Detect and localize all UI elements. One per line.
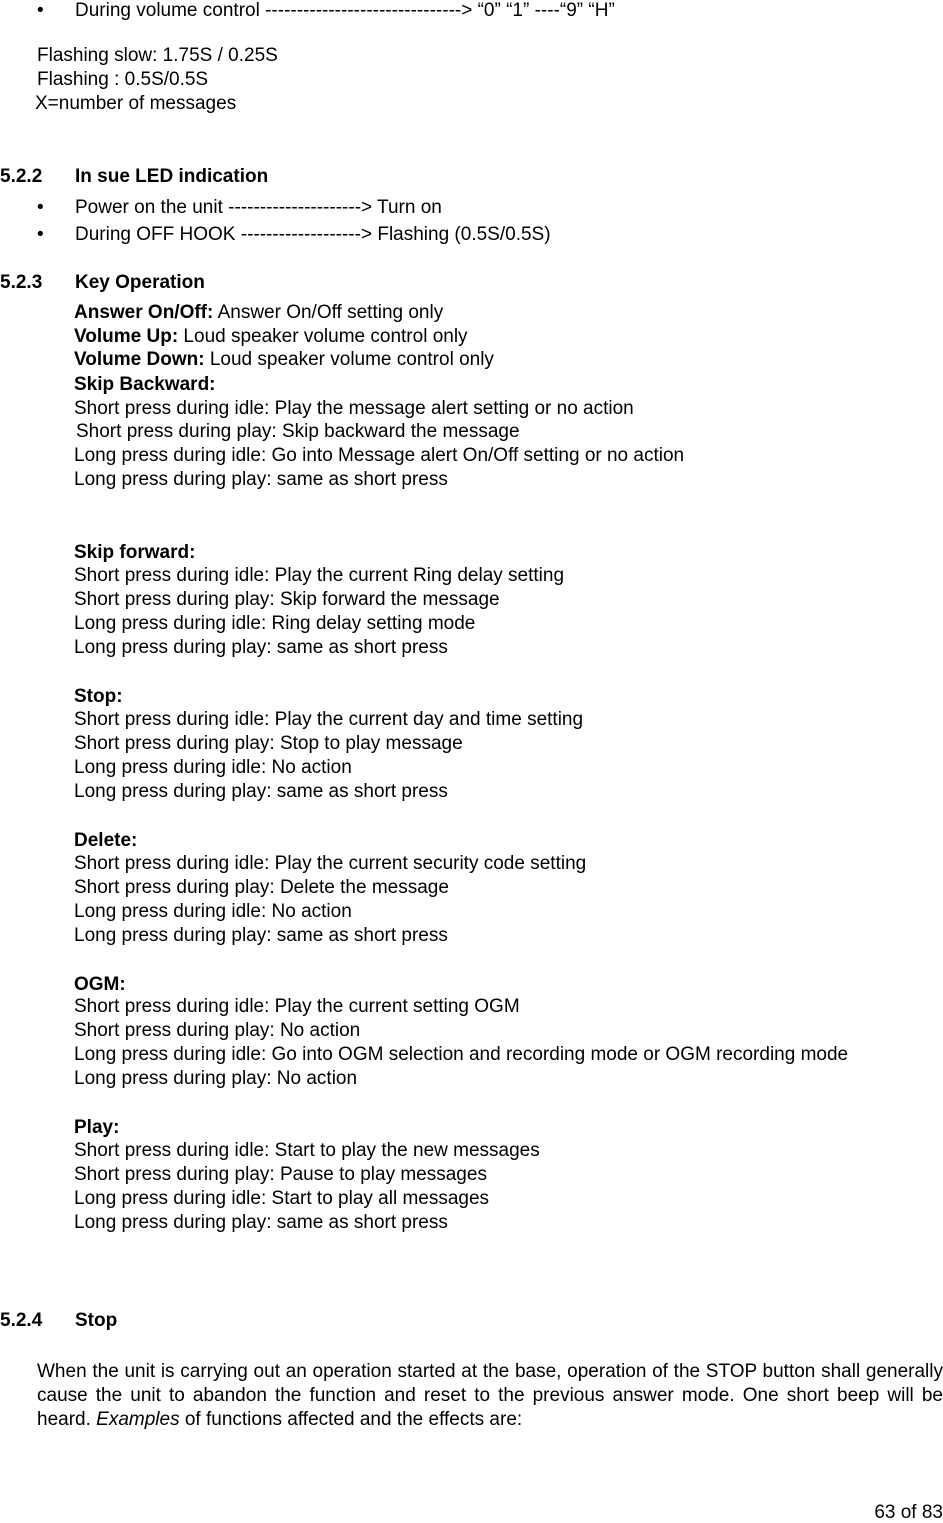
- stop-paragraph-text: When the unit is carrying out an operation started at the base, operation of the STOP button shall generally cause the unit to abandon the function and reset to the previous answer mode. One short beep will be heard.: [37, 1361, 943, 1430]
- skip-backward-label: Skip Backward:: [74, 374, 216, 395]
- play-line: Short press during play: Pause to play messages: [74, 1164, 487, 1185]
- ogm-line: Long press during play: No action: [74, 1068, 358, 1089]
- stop-line: Long press during idle: No action: [74, 757, 352, 778]
- stop-line: Short press during idle: Play the current day and time setting: [74, 709, 584, 730]
- section-title-522: In sue LED indication: [75, 166, 269, 187]
- answer-onoff-text: Answer On/Off setting only: [213, 302, 444, 323]
- volume-control-indication: During volume control -------------------------------> “0” “1” ----“9” “H”: [75, 0, 615, 21]
- bullet-marker: •: [37, 0, 44, 21]
- answer-onoff-line: [74, 302, 443, 324]
- ogm-line: Short press during idle: Play the current setting OGM: [74, 996, 520, 1017]
- bullet-marker: •: [37, 224, 44, 245]
- skip-backward-line: Long press during idle: Go into Message alert On/Off setting or no action: [74, 445, 685, 466]
- ogm-label: OGM:: [74, 974, 126, 995]
- section-number-522: 5.2.2: [0, 166, 43, 187]
- stop-paragraph-tail: of functions affected and the effects are:: [179, 1409, 523, 1430]
- stop-line: Short press during play: Stop to play message: [74, 733, 463, 754]
- ogm-line: Short press during play: No action: [74, 1020, 361, 1041]
- flash-note-normal: Flashing : 0.5S/0.5S: [37, 69, 209, 90]
- delete-label: Delete:: [74, 830, 138, 851]
- skip-forward-label: Skip forward:: [74, 542, 196, 563]
- volume-down-label: Volume Down:: [74, 349, 205, 370]
- skip-backward-line: Short press during play: Skip backward the message: [76, 421, 520, 442]
- play-label: Play:: [74, 1117, 120, 1138]
- play-line: Long press during play: same as short press: [74, 1212, 448, 1233]
- play-line: Long press during idle: Start to play all messages: [74, 1188, 490, 1209]
- skip-backward-line: Short press during idle: Play the message alert setting or no action: [74, 398, 634, 419]
- flash-note-slow: Flashing slow: 1.75S / 0.25S: [37, 45, 278, 66]
- bullet-marker: •: [37, 197, 44, 218]
- stop-line: Long press during play: same as short press: [74, 781, 448, 802]
- led-power-on: Power on the unit ---------------------> Turn on: [75, 197, 442, 218]
- delete-line: Short press during idle: Play the current security code setting: [74, 853, 587, 874]
- stop-label: Stop:: [74, 686, 123, 707]
- volume-up-line: [74, 326, 468, 348]
- volume-down-text: Loud speaker volume control only: [204, 349, 494, 370]
- ogm-line: Long press during idle: Go into OGM selection and recording mode or OGM recording mode: [74, 1044, 849, 1065]
- play-line: Short press during idle: Start to play the new messages: [74, 1140, 540, 1161]
- section-title-524: Stop: [75, 1310, 118, 1331]
- answer-onoff-label: Answer On/Off:: [74, 302, 214, 323]
- volume-down-line: [74, 349, 494, 371]
- led-off-hook: During OFF HOOK -------------------> Flashing (0.5S/0.5S): [75, 224, 551, 245]
- skip-forward-line: Long press during play: same as short press: [74, 637, 448, 658]
- flash-note-x: X=number of messages: [35, 93, 237, 114]
- delete-line: Short press during play: Delete the message: [74, 877, 449, 898]
- stop-paragraph-italic: Examples: [96, 1409, 180, 1430]
- delete-line: Long press during idle: No action: [74, 901, 352, 922]
- skip-forward-line: Short press during idle: Play the current Ring delay setting: [74, 565, 565, 586]
- volume-up-label: Volume Up:: [74, 326, 179, 347]
- volume-up-text: Loud speaker volume control only: [178, 326, 468, 347]
- section-title-523: Key Operation: [75, 272, 205, 293]
- skip-backward-line: Long press during play: same as short press: [74, 469, 448, 490]
- stop-paragraph: [37, 1360, 943, 1432]
- delete-line: Long press during play: same as short press: [74, 925, 448, 946]
- page-number: 63 of 83: [874, 1502, 943, 1523]
- section-number-523: 5.2.3: [0, 272, 43, 293]
- skip-forward-line: Short press during play: Skip forward the message: [74, 589, 500, 610]
- section-number-524: 5.2.4: [0, 1310, 43, 1331]
- skip-forward-line: Long press during idle: Ring delay setting mode: [74, 613, 476, 634]
